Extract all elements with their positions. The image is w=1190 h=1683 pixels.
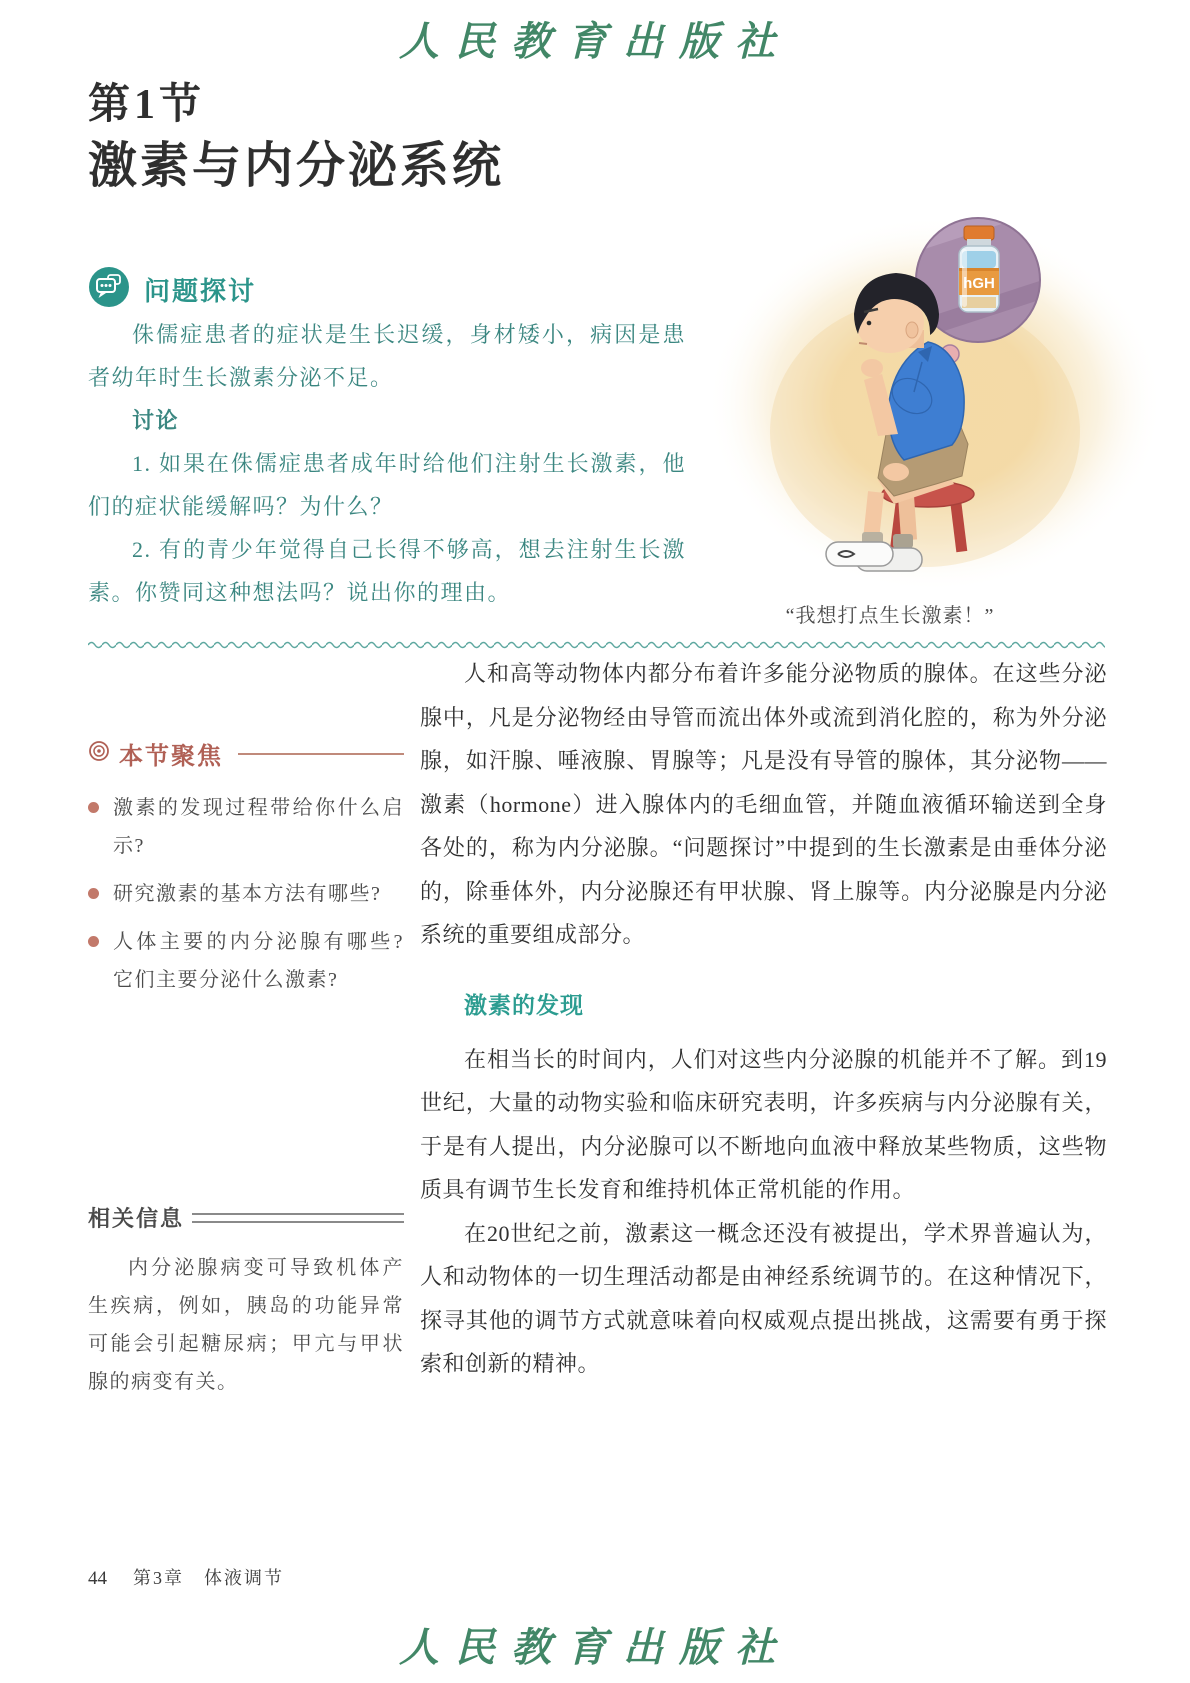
discussion-question-2: 2. 有的青少年觉得自己长得不够高，想去注射生长激素。你赞同这种想法吗？说出你的理由。 xyxy=(88,537,686,605)
main-text-column xyxy=(420,652,1107,1386)
focus-rule-line xyxy=(238,753,404,755)
bullet-dot-icon xyxy=(88,802,99,813)
related-info-panel xyxy=(88,1202,404,1401)
hgh-vial-graphic xyxy=(959,226,999,312)
chat-bubble-icon xyxy=(88,266,130,313)
illustration-caption: “我想打点生长激素！” xyxy=(785,605,995,627)
problem-discussion-section xyxy=(88,266,686,614)
related-info-text: 内分泌腺病变可导致机体产生疾病，例如，胰岛的功能异常可能会引起糖尿病；甲亢与甲状腺的病变有关。 xyxy=(88,1257,404,1393)
list-item xyxy=(88,875,404,913)
problem-discussion-header xyxy=(88,266,686,313)
discussion-question-1: 1. 如果在侏儒症患者成年时给他们注射生长激素，他们的症状能缓解吗？为什么？ xyxy=(88,451,686,519)
publisher-watermark-bottom: 人民教育出版社 xyxy=(399,1624,791,1671)
page-number: 44 xyxy=(88,1568,107,1589)
list-item xyxy=(88,923,404,999)
problem-discussion-title: 问题探讨 xyxy=(144,276,257,306)
page-title: 激素与内分泌系统 xyxy=(88,138,505,194)
focus-item-3: 人体主要的内分泌腺有哪些? 它们主要分泌什么激素? xyxy=(113,931,404,991)
body-paragraph-3: 在20世纪之前，激素这一概念还没有被提出，学术界普遍认为，人和动物体的一切生理活动都是由神经系统调节的。在这种情况下，探寻其他的调节方式就意味着向权威观点提出挑战，这需要有勇于探索和创新的精神。 xyxy=(420,1220,1107,1376)
body-paragraph-1: 人和高等动物体内都分布着许多能分泌物质的腺体。在这些分泌腺中，凡是分泌物经由导管而流出体外或流到消化腔的，称为外分泌腺，如汗腺、唾液腺、胃腺等；凡是没有导管的腺体，其分泌物——激素（hormone）进入腺体内的毛细血管，并随血液循环输送到全身各处的，称为内分泌腺。“问题探讨”中提到的生长激素是由垂体分泌的，除垂体外，内分泌腺还有甲状腺、肾上腺等。内分泌腺是内分泌系统的重要组成部分。 xyxy=(420,661,1107,947)
section-title-block xyxy=(88,80,504,195)
discussion-label: 讨论 xyxy=(132,408,180,433)
body-paragraph-2: 在相当长的时间内，人们对这些内分泌腺的机能并不了解。到19世纪，大量的动物实验和临床研究表明，许多疾病与内分泌腺有关，于是有人提出，内分泌腺可以不断地向血液中释放某些物质，这些物质具有调节生长发育和维持机体正常机能的作用。 xyxy=(420,1046,1107,1202)
focus-question-list xyxy=(88,789,404,999)
section-focus-title: 本节聚焦 xyxy=(119,743,223,770)
page-footer xyxy=(88,1564,284,1590)
focus-item-1: 激素的发现过程带给你什么启示? xyxy=(113,797,404,857)
bullet-dot-icon xyxy=(88,936,99,947)
section-number: 第1节 xyxy=(88,82,206,128)
illustration-boy-thinking xyxy=(700,182,1170,628)
double-rule-line xyxy=(192,1213,404,1223)
subsection-heading: 激素的发现 xyxy=(464,991,584,1018)
discussion-intro-text: 侏儒症患者的症状是生长迟缓，身材矮小，病因是患者幼年时生长激素分泌不足。 xyxy=(88,322,686,390)
focus-item-2: 研究激素的基本方法有哪些? xyxy=(113,883,382,905)
boy-illustration-graphic xyxy=(700,182,1170,590)
section-focus-panel xyxy=(88,736,404,1009)
list-item xyxy=(88,789,404,865)
vial-label-hgh: hGH xyxy=(963,275,995,292)
target-rings-icon xyxy=(88,740,110,767)
publisher-watermark-top: 人民教育出版社 xyxy=(399,18,791,65)
chapter-label: 第3章 体液调节 xyxy=(133,1568,284,1588)
related-info-title: 相关信息 xyxy=(88,1206,185,1231)
bullet-dot-icon xyxy=(88,888,99,899)
